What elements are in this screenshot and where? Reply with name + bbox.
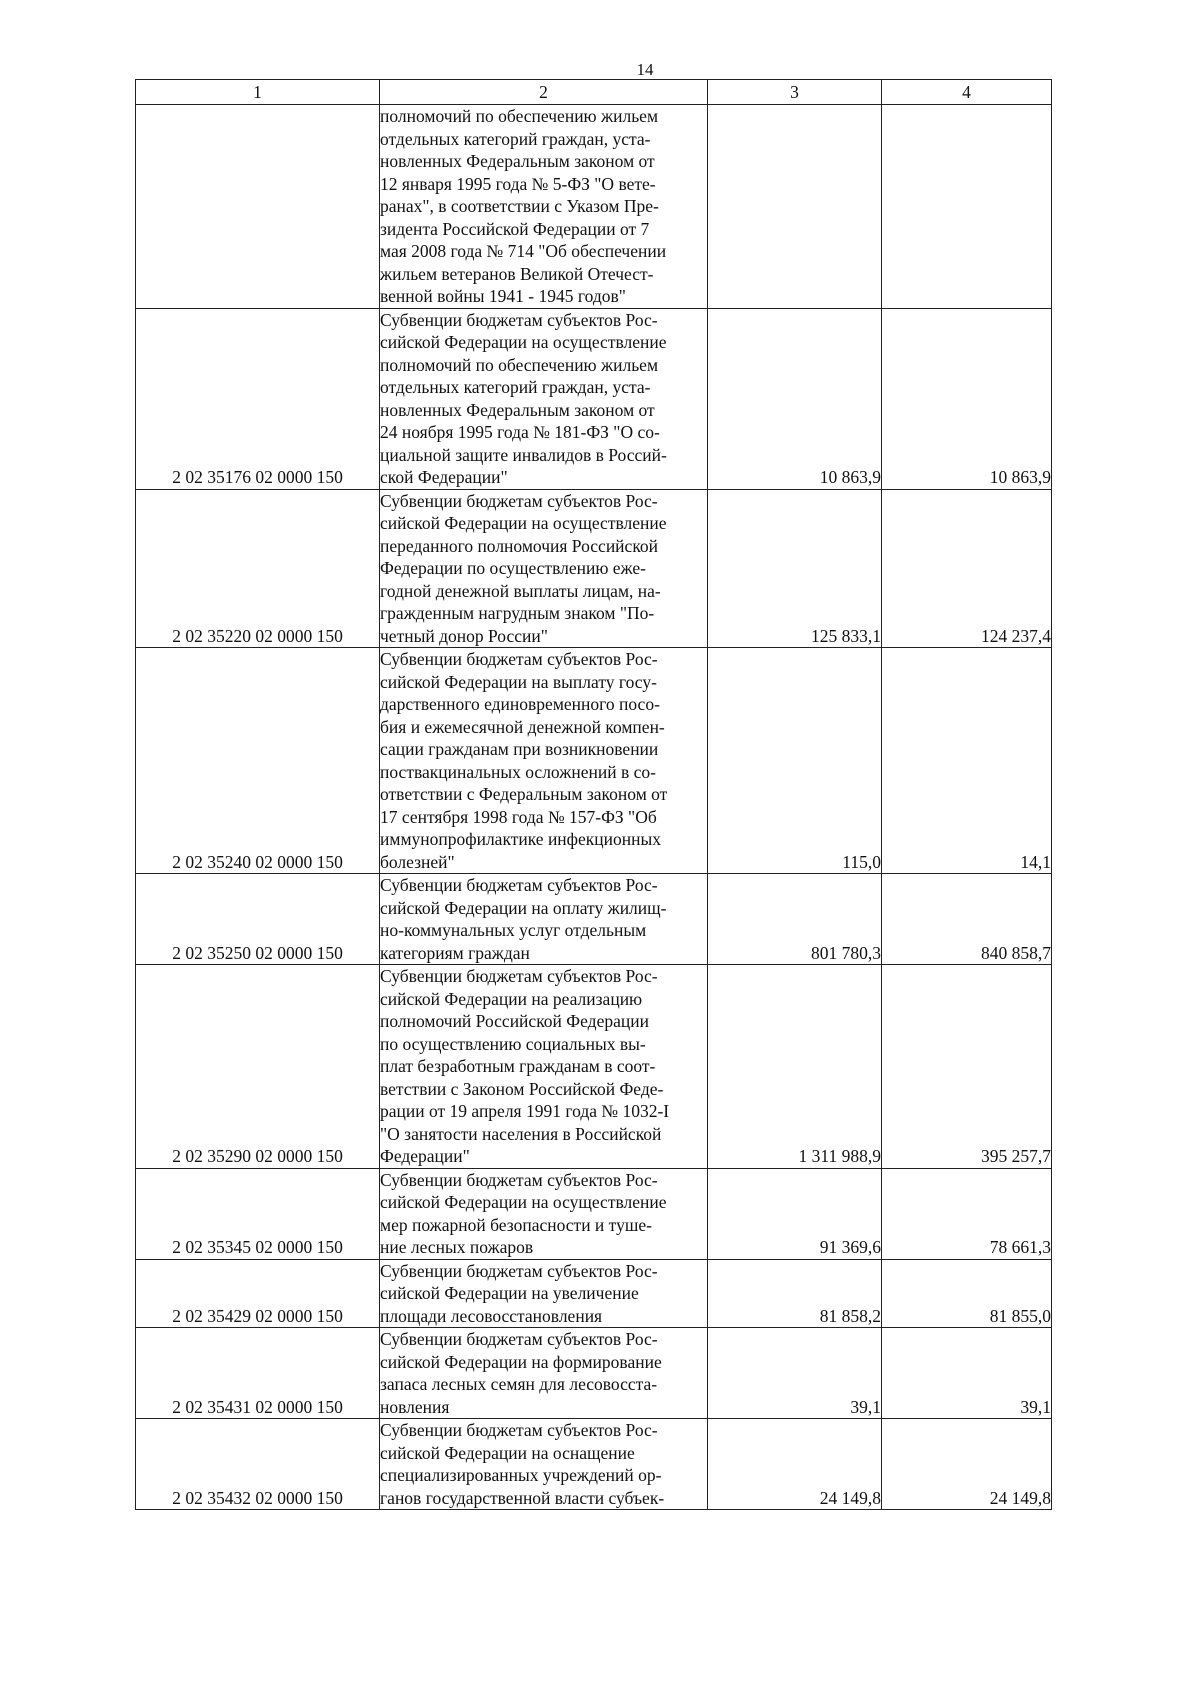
row-value-col-4: 14,1	[882, 648, 1052, 874]
row-code: 2 02 35220 02 0000 150	[136, 489, 380, 648]
description-line: четный донор России"	[380, 625, 548, 646]
description-line: дарственного единовременного посо-	[380, 694, 660, 714]
table-row	[136, 308, 1052, 489]
description-line: мер пожарной безопасности и туше-	[380, 1214, 652, 1235]
description-line: отдельных категорий граждан, уста-	[380, 128, 651, 149]
description-line: ние лесных пожаров	[380, 1237, 534, 1257]
row-description	[380, 1419, 708, 1510]
description-line: Субвенции бюджетам субъектов Рос-	[380, 875, 658, 895]
table-row	[136, 1328, 1052, 1419]
description-line: ганов государственной власти субъек-	[380, 1487, 665, 1508]
description-line: переданного полномочия Российской	[380, 535, 659, 556]
row-value-col-3: 39,1	[708, 1328, 882, 1419]
row-value-col-4: 78 661,3	[882, 1168, 1052, 1259]
description-line: сийской Федерации на реализацию	[380, 988, 643, 1009]
row-value-col-4: 24 149,8	[882, 1419, 1052, 1510]
description-line: новленных Федеральным законом от	[380, 151, 655, 171]
table-body	[136, 105, 1052, 1510]
page-number: 14	[636, 60, 654, 79]
description-line: Субвенции бюджетам субъектов Рос-	[380, 649, 658, 669]
table-row	[136, 1168, 1052, 1259]
row-value-col-4: 39,1	[882, 1328, 1052, 1419]
table-row	[136, 489, 1052, 648]
row-description	[380, 965, 708, 1169]
description-line: полномочий Российской Федерации	[380, 1011, 649, 1031]
description-line: Субвенции бюджетам субъектов Рос-	[380, 1169, 658, 1190]
table-row	[136, 648, 1052, 874]
row-code: 2 02 35431 02 0000 150	[136, 1328, 380, 1419]
row-description	[380, 1259, 708, 1328]
description-line: новления	[380, 1396, 450, 1417]
row-value-col-3: 125 833,1	[708, 489, 882, 648]
description-line: Федерации"	[380, 1146, 470, 1166]
description-line: поствакцинальных осложнений в со-	[380, 761, 656, 782]
description-line: сийской Федерации на увеличение	[380, 1283, 639, 1303]
description-line: гражденным нагрудным знаком "По-	[380, 603, 655, 623]
row-value-col-4: 395 257,7	[882, 965, 1052, 1169]
header-row	[136, 80, 1052, 105]
description-line: 24 ноября 1995 года № 181-ФЗ "О со-	[380, 422, 660, 442]
description-line: ранах", в соответствии с Указом Пре-	[380, 196, 659, 216]
row-description	[380, 489, 708, 648]
description-line: Субвенции бюджетам субъектов Рос-	[380, 966, 658, 986]
row-code: 2 02 35240 02 0000 150	[136, 648, 380, 874]
row-code: 2 02 35250 02 0000 150	[136, 874, 380, 965]
header-col-1: 1	[136, 80, 380, 105]
row-code: 2 02 35176 02 0000 150	[136, 308, 380, 489]
description-line: 12 января 1995 года № 5-ФЗ "О вете-	[380, 173, 656, 194]
description-line: сийской Федерации на оснащение	[380, 1442, 635, 1463]
row-value-col-3: 10 863,9	[708, 308, 882, 489]
description-line: сийской Федерации на оплату жилищ-	[380, 897, 667, 918]
row-code: 2 02 35345 02 0000 150	[136, 1168, 380, 1259]
description-line: мая 2008 года № 714 "Об обеспечении	[380, 241, 667, 261]
row-description	[380, 1168, 708, 1259]
table-row	[136, 965, 1052, 1169]
budget-table	[135, 79, 1052, 1510]
description-line: зидента Российской Федерации от 7	[380, 218, 650, 239]
description-line: отдельных категорий граждан, уста-	[380, 377, 651, 397]
row-value-col-3: 24 149,8	[708, 1419, 882, 1510]
description-line: сийской Федерации на осуществление	[380, 1192, 667, 1212]
description-line: иммунопрофилактике инфекционных	[380, 829, 661, 849]
description-line: по осуществлению социальных вы-	[380, 1033, 646, 1054]
row-code	[136, 105, 380, 309]
description-line: сийской Федерации на осуществление	[380, 332, 667, 352]
table-row	[136, 1259, 1052, 1328]
row-value-col-4: 81 855,0	[882, 1259, 1052, 1328]
description-line: болезней"	[380, 851, 455, 872]
description-line: площади лесовосстановления	[380, 1305, 603, 1326]
description-line: жильем ветеранов Великой Отечест-	[380, 263, 654, 284]
row-code: 2 02 35429 02 0000 150	[136, 1259, 380, 1328]
description-line: Субвенции бюджетам субъектов Рос-	[380, 1420, 658, 1440]
description-line: сийской Федерации на осуществление	[380, 513, 667, 533]
description-line: сийской Федерации на формирование	[380, 1351, 662, 1372]
description-line: ской Федерации"	[380, 467, 508, 487]
row-value-col-3: 91 369,6	[708, 1168, 882, 1259]
table-row	[136, 105, 1052, 309]
description-line: плат безработным гражданам в соот-	[380, 1056, 656, 1076]
row-value-col-4: 10 863,9	[882, 308, 1052, 489]
row-description	[380, 874, 708, 965]
description-line: Субвенции бюджетам субъектов Рос-	[380, 1260, 658, 1281]
header-col-2: 2	[380, 80, 708, 105]
description-line: новленных Федеральным законом от	[380, 399, 655, 420]
description-line: но-коммунальных услуг отдельным	[380, 920, 647, 940]
row-code: 2 02 35290 02 0000 150	[136, 965, 380, 1169]
header-col-3: 3	[708, 80, 882, 105]
row-description	[380, 648, 708, 874]
table-row	[136, 874, 1052, 965]
description-line: венной войны 1941 - 1945 годов"	[380, 286, 626, 306]
description-line: бия и ежемесячной денежной компен-	[380, 716, 665, 737]
description-line: категориям граждан	[380, 942, 530, 963]
description-line: полномочий по обеспечению жильем	[380, 354, 659, 375]
header-col-4: 4	[882, 80, 1052, 105]
row-value-col-3: 801 780,3	[708, 874, 882, 965]
row-value-col-3: 1 311 988,9	[708, 965, 882, 1169]
description-line: ветствии с Законом Российской Феде-	[380, 1078, 664, 1099]
row-value-col-3: 115,0	[708, 648, 882, 874]
table-row	[136, 1419, 1052, 1510]
description-line: циальной защите инвалидов в Россий-	[380, 444, 667, 465]
description-line: годной денежной выплаты лицам, на-	[380, 580, 661, 601]
description-line: 17 сентября 1998 года № 157-ФЗ "Об	[380, 806, 657, 827]
row-code: 2 02 35432 02 0000 150	[136, 1419, 380, 1510]
description-line: Субвенции бюджетам субъектов Рос-	[380, 1329, 658, 1349]
description-line: Субвенции бюджетам субъектов Рос-	[380, 309, 658, 330]
row-description	[380, 308, 708, 489]
description-line: запаса лесных семян для лесовосста-	[380, 1374, 658, 1394]
row-value-col-4	[882, 105, 1052, 309]
description-line: сации гражданам при возникновении	[380, 739, 659, 759]
row-description	[380, 105, 708, 309]
description-line: сийской Федерации на выплату госу-	[380, 671, 657, 692]
description-line: Субвенции бюджетам субъектов Рос-	[380, 490, 658, 511]
description-line: ответствии с Федеральным законом от	[380, 784, 668, 804]
row-value-col-3: 81 858,2	[708, 1259, 882, 1328]
description-line: рации от 19 апреля 1991 года № 1032-I	[380, 1101, 670, 1121]
row-description	[380, 1328, 708, 1419]
description-line: Федерации по осуществлению еже-	[380, 558, 647, 578]
row-value-col-4: 840 858,7	[882, 874, 1052, 965]
row-value-col-3	[708, 105, 882, 309]
description-line: специализированных учреждений ор-	[380, 1465, 662, 1485]
description-line: полномочий по обеспечению жильем	[380, 106, 659, 126]
description-line: "О занятости населения в Российской	[380, 1123, 662, 1144]
row-value-col-4: 124 237,4	[882, 489, 1052, 648]
